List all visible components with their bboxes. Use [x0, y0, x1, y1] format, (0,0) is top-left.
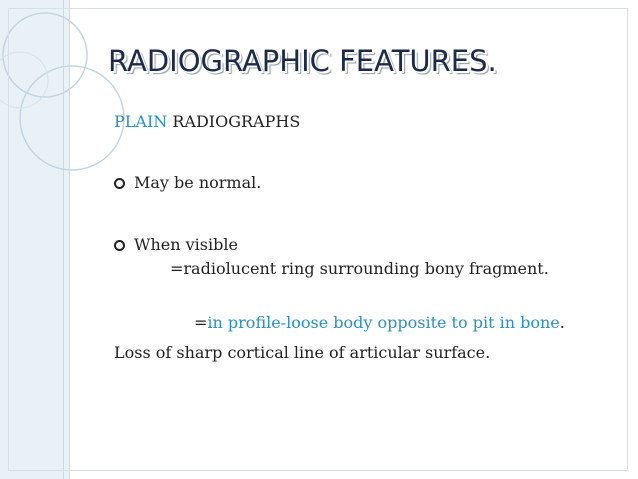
- sub-line-prefix: =: [194, 313, 208, 332]
- hollow-circle-bullet-icon: [114, 240, 125, 251]
- subheading: [114, 112, 300, 131]
- subheading-rest: RADIOGRAPHS: [167, 112, 301, 131]
- bullet-text: When visible: [134, 235, 238, 254]
- closing-line: Loss of sharp cortical line of articular surface.: [114, 343, 491, 362]
- bullet-item: [114, 235, 238, 254]
- sub-line-profile: [194, 313, 565, 332]
- slide-title: RADIOGRAPHIC FEATURES.: [108, 44, 497, 78]
- bullet-text: May be normal.: [134, 173, 262, 192]
- bullet-item: [114, 173, 261, 192]
- subheading-accent: PLAIN: [114, 112, 168, 131]
- sub-line-suffix: .: [559, 313, 565, 332]
- hollow-circle-bullet-icon: [114, 178, 125, 189]
- sub-line-accent: in profile-loose body opposite to pit in bone: [207, 313, 560, 332]
- sub-line-radiolucent: =radiolucent ring surrounding bony fragment.: [170, 259, 549, 278]
